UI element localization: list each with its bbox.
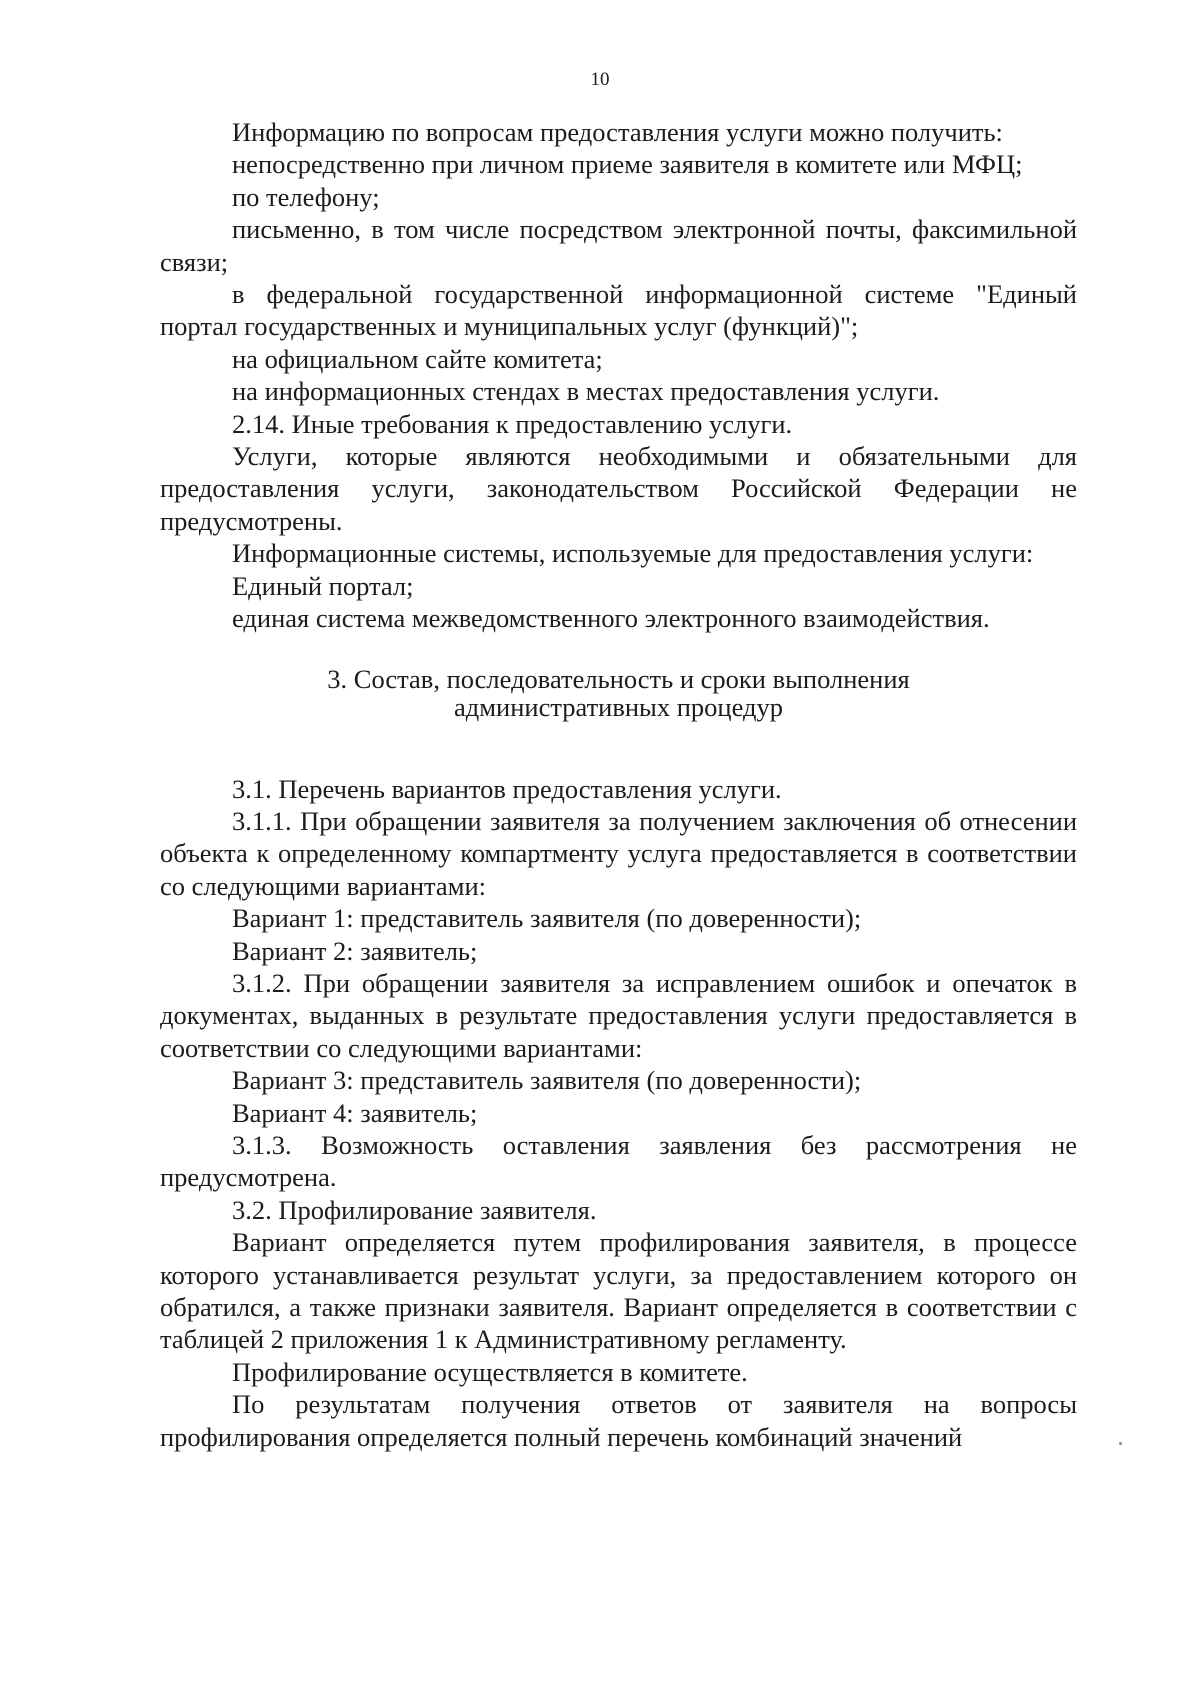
paragraph: 3.1.1. При обращении заявителя за получением заключения об отнесении объекта к определенному компартменту услуга предоставляется в соответствии со следующими вариантами: — [160, 805, 1077, 901]
scan-speck — [1119, 1442, 1122, 1445]
body-text — [160, 116, 1077, 1453]
paragraph: в федеральной государственной информационной системе "Единый портал государственных и муниципальных услуг (функций)"; — [160, 279, 1077, 342]
paragraph: на информационных стендах в местах предоставления услуги. — [232, 376, 940, 407]
paragraph: Услуги, которые являются необходимыми и обязательными для предоставления услуги, законодательством Российской Федерации не предусмотрены. — [160, 441, 1077, 536]
paragraph: письменно, в том числе посредством электронной почты, факсимильной связи; — [160, 214, 1077, 277]
paragraph: 3.2. Профилирование заявителя. — [232, 1194, 597, 1225]
paragraph: 3.1.3. Возможность оставления заявления без рассмотрения не предусмотрена. — [160, 1129, 1077, 1193]
paragraph: Вариант 1: представитель заявителя (по доверенности); — [232, 903, 862, 934]
paragraph: Единый портал; — [232, 570, 414, 601]
paragraph: 3.1. Перечень вариантов предоставления услуги. — [232, 773, 782, 804]
paragraph: Информацию по вопросам предоставления услуги можно получить: — [232, 117, 1003, 147]
paragraph: 3.1.2. При обращении заявителя за исправлением ошибок и опечаток в документах, выданных в результате предоставления услуги предоставляется в соответствии со следующими вариантами: — [160, 967, 1077, 1063]
section-heading-line: административных процедур — [454, 691, 783, 722]
paragraph: Вариант 2: заявитель; — [232, 935, 478, 966]
paragraph: по телефону; — [232, 181, 380, 212]
paragraph: По результатам получения ответов от заявителя на вопросы профилирования определяется полный перечень комбинаций значений — [160, 1389, 1077, 1452]
paragraph: Информационные системы, используемые для предоставления услуги: — [232, 538, 1034, 569]
page-number: 10 — [590, 69, 610, 90]
paragraph: на официальном сайте комитета; — [232, 343, 603, 374]
section-heading — [160, 665, 1077, 721]
paragraph: Вариант 3: представитель заявителя (по доверенности); — [232, 1065, 862, 1096]
paragraph: непосредственно при личном приеме заявителя в комитете или МФЦ; — [232, 149, 1023, 180]
paragraph: Профилирование осуществляется в комитете. — [232, 1356, 748, 1387]
paragraph: Вариант 4: заявитель; — [232, 1097, 478, 1128]
paragraph: Вариант определяется путем профилирования заявителя, в процессе которого устанавливается результат услуги, за предоставлением которого он обратился, а также признаки заявителя. Вариант определяется в соответствии с таблицей 2 приложения 1 к Административному регламенту. — [160, 1227, 1077, 1355]
paragraph: 2.14. Иные требования к предоставлению услуги. — [232, 408, 793, 439]
paragraph: единая система межведомственного электронного взаимодействия. — [232, 603, 990, 634]
section-heading-line: 3. Состав, последовательность и сроки выполнения — [327, 663, 910, 694]
